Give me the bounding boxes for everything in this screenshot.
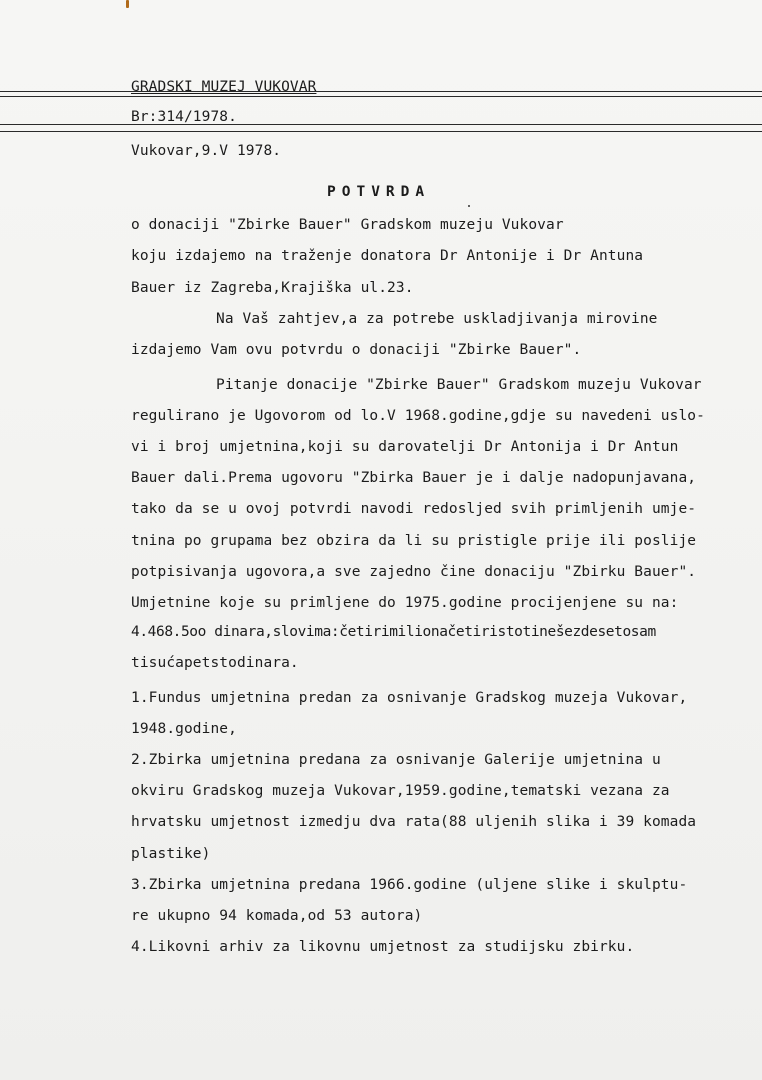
header-rule-top [0, 91, 762, 92]
header-rule-middle [0, 96, 762, 97]
document-title: POTVRDA [327, 184, 431, 200]
body-line: Pitanje donacije "Zbirke Bauer" Gradskom muzeju Vukovar [216, 377, 702, 393]
list-item-cont: plastike) [131, 846, 211, 862]
list-item-cont: okviru Gradskog muzeja Vukovar,1959.godine,tematski vezana za [131, 783, 670, 799]
list-item: 3.Zbirka umjetnina predana 1966.godine (uljene slike i skulptu- [131, 877, 688, 893]
list-item: 4.Likovni arhiv za likovnu umjetnost za studijsku zbirku. [131, 939, 635, 955]
reference-rule-bottom [0, 131, 762, 132]
list-item-cont: hrvatsku umjetnost izmedju dva rata(88 uljenih slika i 39 komada [131, 814, 697, 830]
body-line: Umjetnine koje su primljene do 1975.godine procijenjene su na: [131, 595, 679, 611]
paper-mark [126, 0, 129, 8]
body-line: koju izdajemo na traženje donatora Dr Antonije i Dr Antuna [131, 248, 644, 264]
body-line: potpisivanja ugovora,a sve zajedno čine donaciju "Zbirku Bauer". [131, 564, 697, 580]
body-line: tisućapetstodinara. [131, 655, 299, 671]
body-line: izdajemo Vam ovu potvrdu o donaciji "Zbirke Bauer". [131, 342, 582, 358]
institution-name: GRADSKI MUZEJ VUKOVAR [131, 79, 317, 95]
list-item: 1.Fundus umjetnina predan za osnivanje Gradskog muzeja Vukovar, [131, 690, 688, 706]
body-line: o donaciji "Zbirke Bauer" Gradskom muzeju Vukovar [131, 217, 564, 233]
reference-rule-top [0, 124, 762, 125]
list-item-cont: 1948.godine, [131, 721, 237, 737]
body-line: regulirano je Ugovorom od lo.V 1968.godine,gdje su navedeni uslo- [131, 408, 705, 424]
body-line: tako da se u ovoj potvrdi navodi redosljed svih primljenih umje- [131, 501, 697, 517]
body-line: Bauer iz Zagreba,Krajiška ul.23. [131, 280, 414, 296]
body-line: Na Vaš zahtjev,a za potrebe uskladjivanja mirovine [216, 311, 658, 327]
place-date: Vukovar,9.V 1978. [131, 143, 282, 159]
list-item-cont: re ukupno 94 komada,od 53 autora) [131, 908, 423, 924]
body-line: tnina po grupama bez obzira da li su pristigle prije ili poslije [131, 533, 697, 549]
ink-speck [468, 205, 470, 207]
reference-number: Br:314/1978. [131, 109, 237, 125]
list-item: 2.Zbirka umjetnina predana za osnivanje Galerije umjetnina u [131, 752, 661, 768]
body-line: 4.468.5oo dinara,slovima:četirimilionačetiristotinešezdesetosam [131, 624, 656, 640]
body-line: vi i broj umjetnina,koji su darovatelji Dr Antonija i Dr Antun [131, 439, 679, 455]
body-line: Bauer dali.Prema ugovoru "Zbirka Bauer je i dalje nadopunjavana, [131, 470, 697, 486]
